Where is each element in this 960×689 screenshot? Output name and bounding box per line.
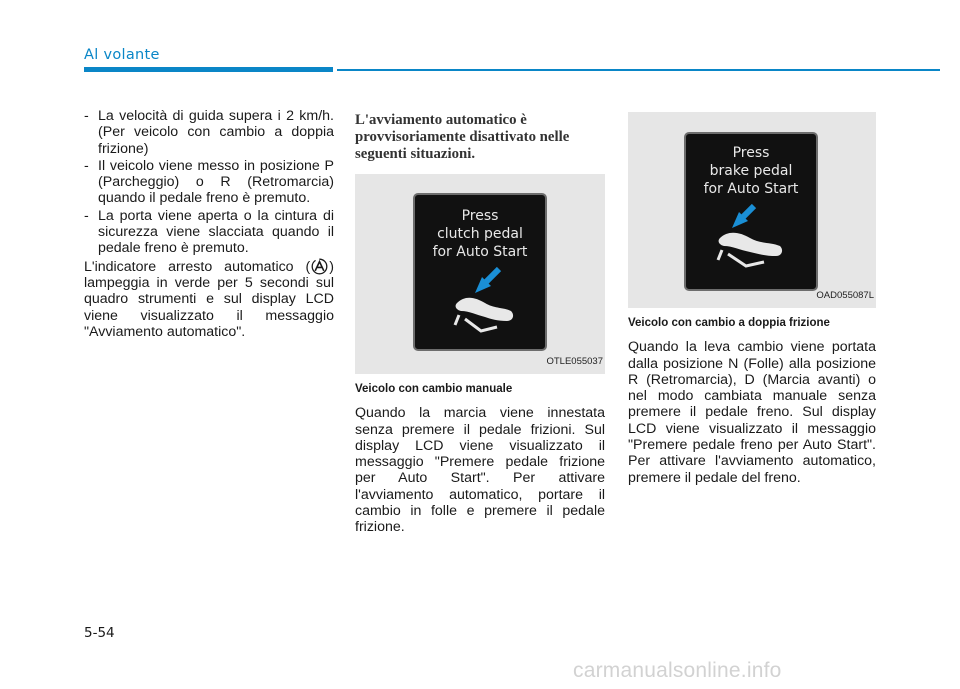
- lcd-line: brake pedal: [709, 163, 793, 179]
- figure-caption: Veicolo con cambio a doppia frizione: [628, 317, 830, 329]
- figure-caption: Veicolo con cambio manuale: [355, 383, 513, 395]
- body-paragraph: Quando la marcia viene innestata senza premere il pedale frizioni. Sul display LCD viene visualizzato il messaggio "Premere pedale frizione per Auto Start". Per attivare l'avviamento automatico, portare il cambio in folle e premere il pedale frizione.: [355, 405, 605, 536]
- watermark: carmanualsonline.info: [573, 659, 782, 682]
- section-title: Al volante: [84, 47, 160, 63]
- left-column: [84, 108, 334, 340]
- header-rule: [337, 69, 940, 71]
- indicator-text-before: L'indicatore arresto automatico (: [84, 258, 311, 275]
- bullet-dash: -: [84, 207, 89, 224]
- indicator-text-after: ) lampeggia in verde per 5 secondi sul quadro strumenti e sul display LCD viene visualizzato il messaggio "Avviamento automatico".: [84, 258, 334, 340]
- bullet-text: Il veicolo viene messo in posizione P (Parcheggio) o R (Retromarcia) quando il pedale freno è premuto.: [98, 157, 334, 207]
- figure-code: OTLE055037: [546, 355, 603, 367]
- lcd-line: clutch pedal: [437, 226, 523, 242]
- lcd-display: [413, 193, 547, 351]
- lcd-line: Press: [732, 145, 770, 161]
- section-heading: L'avviamento automatico è provvisoriamente disattivato nelle seguenti situazioni.: [355, 112, 570, 162]
- lcd-line: for Auto Start: [703, 181, 799, 197]
- lcd-display: [684, 132, 818, 291]
- indicator-paragraph: [84, 258, 334, 340]
- header-accent-bar: [84, 67, 333, 72]
- page-number: 5-54: [84, 625, 115, 641]
- bullet-text: La porta viene aperta o la cintura di sicurezza viene slacciata quando il pedale freno è premuto.: [98, 207, 334, 257]
- list-item: [84, 108, 334, 157]
- list-item: [84, 158, 334, 207]
- bullet-dash: -: [84, 157, 89, 174]
- figure-clutch-lcd: [355, 174, 605, 374]
- right-column: [628, 112, 876, 486]
- clutch-pedal-icon: [451, 265, 521, 337]
- middle-column: [355, 112, 605, 536]
- auto-stop-indicator-icon: [311, 258, 328, 275]
- figure-code: OAD055087L: [816, 289, 874, 301]
- bullet-dash: -: [84, 108, 89, 124]
- list-item: [84, 208, 334, 257]
- brake-pedal-icon: [714, 204, 792, 276]
- lcd-line: for Auto Start: [432, 244, 528, 260]
- figure-brake-lcd: [628, 112, 876, 308]
- body-paragraph: Quando la leva cambio viene portata dalla posizione N (Folle) alla posizione R (Retromarcia), D (Marcia avanti) o nel modo cambiata manuale senza premere il pedale freno. Sul display LCD viene visualizzato il messaggio "Premere pedale freno per Auto Start". Per attivare l'avviamento automatico, premere il pedale del freno.: [628, 339, 876, 486]
- bullet-text: La velocità di guida supera i 2 km/h. (Per veicolo con cambio a doppia frizione): [98, 108, 334, 157]
- lcd-line: Press: [461, 208, 499, 224]
